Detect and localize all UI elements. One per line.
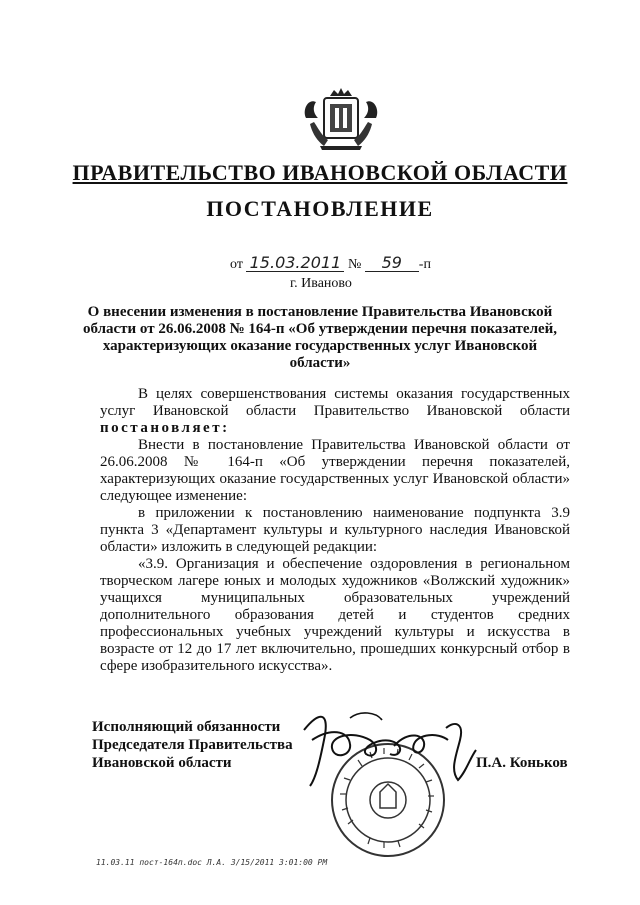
preamble-text: В целях совершенствования системы оказания государственных услуг Ивановской области Правительство Ивановской области — [100, 386, 570, 419]
government-name: ПРАВИТЕЛЬСТВО ИВАНОВСКОЙ ОБЛАСТИ — [72, 160, 568, 185]
handwritten-signature — [290, 700, 490, 790]
document-title: ПОСТАНОВЛЕНИЕ — [206, 196, 434, 221]
coat-of-arms-emblem — [300, 88, 382, 152]
from-label: от — [230, 257, 243, 272]
position-line-1: Исполняющий обязанности — [92, 719, 281, 735]
city: г. Иваново — [290, 276, 352, 291]
file-footer: 11.03.11 пост-164п.doc Л.А. 3/15/2011 3:01:00 PM — [96, 858, 328, 867]
number-sign: № — [347, 257, 362, 272]
number-suffix: -п — [418, 257, 431, 272]
new-wording-paragraph: «3.9. Организация и обеспечение оздоровления в региональном творческом лагере юных и молодых художников «Волжский художник» учащихся муниципальных образовательных учреждений дополнительного образования детей и студентов средних профессиональных учебных учреждений культуры и искусства в возрасте от 12 до 17 лет включительно, прошедших конкурсный отбор в сфере изобразительного искусства». — [100, 556, 570, 674]
amendment-paragraph: Внести в постановление Правительства Ивановской области от 26.06.2008 № 164-п «Об утверждении перечня показателей, характеризующих оказание государственных услуг Ивановской области» следующее изменение: — [100, 437, 570, 504]
signatory-name: П.А. Коньков — [476, 755, 568, 771]
annex-paragraph: в приложении к постановлению наименование подпункта 3.9 пункта 3 «Департамент культуры и культурного наследия Ивановской области» изложить в следующей редакции: — [100, 505, 570, 555]
resolves-word: постановляет: — [100, 420, 230, 436]
signatory-position — [92, 718, 302, 772]
handwritten-number: 59 — [365, 255, 419, 272]
date-number-line — [230, 255, 490, 273]
preamble-paragraph — [100, 386, 570, 437]
position-line-3: Ивановской области — [92, 755, 232, 771]
position-line-2: Председателя Правительства — [92, 737, 293, 753]
handwritten-date: 15.03.2011 — [246, 255, 344, 272]
subject-heading: О внесении изменения в постановление Правительства Ивановской области от 26.06.2008 № 164-п «Об утверждении перечня показателей, характеризующих оказание государственных услуг Ивановской области» — [82, 304, 558, 371]
